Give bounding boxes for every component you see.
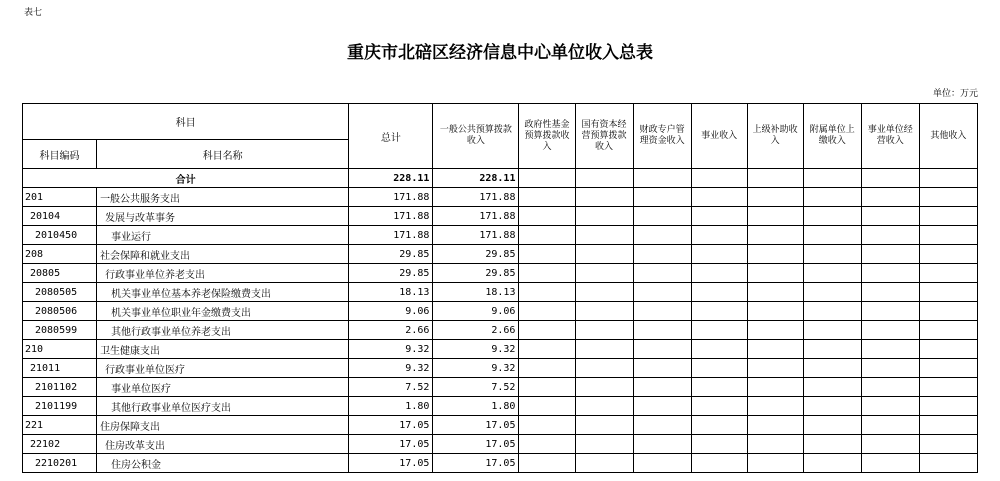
table-row bbox=[23, 321, 978, 340]
table-row bbox=[23, 416, 978, 435]
empty-cell bbox=[575, 454, 633, 473]
header-operation: 事业单位经营收入 bbox=[861, 104, 919, 169]
empty-cell bbox=[519, 264, 575, 283]
row-name: 其他行政事业单位养老支出 bbox=[97, 321, 349, 340]
total-sum: 228.11 bbox=[349, 169, 433, 188]
row-total: 9.32 bbox=[349, 340, 433, 359]
empty-cell bbox=[691, 416, 747, 435]
empty-cell bbox=[919, 188, 977, 207]
empty-cell bbox=[519, 321, 575, 340]
empty-cell bbox=[691, 397, 747, 416]
empty-cell bbox=[575, 207, 633, 226]
empty-cell bbox=[803, 397, 861, 416]
empty-cell bbox=[519, 435, 575, 454]
row-name: 住房公积金 bbox=[97, 454, 349, 473]
row-code: 210 bbox=[23, 340, 97, 359]
empty-cell bbox=[861, 416, 919, 435]
row-general: 171.88 bbox=[433, 188, 519, 207]
empty-cell bbox=[803, 188, 861, 207]
empty-cell bbox=[861, 397, 919, 416]
empty-cell bbox=[919, 359, 977, 378]
empty-cell bbox=[633, 188, 691, 207]
header-general-budget: 一般公共预算拨款收入 bbox=[433, 104, 519, 169]
empty-cell bbox=[861, 321, 919, 340]
row-general: 7.52 bbox=[433, 378, 519, 397]
empty-cell bbox=[519, 416, 575, 435]
header-other: 其他收入 bbox=[919, 104, 977, 169]
row-general: 9.32 bbox=[433, 340, 519, 359]
empty-cell bbox=[747, 397, 803, 416]
empty-cell bbox=[861, 188, 919, 207]
empty-cell bbox=[575, 340, 633, 359]
empty-cell bbox=[747, 264, 803, 283]
empty-cell bbox=[803, 321, 861, 340]
row-general: 18.13 bbox=[433, 283, 519, 302]
header-fiscal-special: 财政专户管理资金收入 bbox=[633, 104, 691, 169]
row-code: 22102 bbox=[23, 435, 97, 454]
row-code: 2010450 bbox=[23, 226, 97, 245]
row-general: 29.85 bbox=[433, 264, 519, 283]
row-total: 29.85 bbox=[349, 264, 433, 283]
empty-cell bbox=[747, 188, 803, 207]
header-subject: 科目 bbox=[23, 104, 349, 140]
table-row bbox=[23, 397, 978, 416]
row-code: 21011 bbox=[23, 359, 97, 378]
row-general: 171.88 bbox=[433, 226, 519, 245]
empty-cell bbox=[861, 359, 919, 378]
empty-cell bbox=[919, 340, 977, 359]
empty-cell bbox=[861, 378, 919, 397]
row-code: 2080599 bbox=[23, 321, 97, 340]
row-name: 卫生健康支出 bbox=[97, 340, 349, 359]
empty-cell bbox=[519, 283, 575, 302]
empty-cell bbox=[803, 207, 861, 226]
total-label: 合计 bbox=[23, 169, 349, 188]
row-total: 29.85 bbox=[349, 245, 433, 264]
empty-cell bbox=[803, 378, 861, 397]
empty-cell bbox=[803, 454, 861, 473]
empty-cell bbox=[633, 207, 691, 226]
table-row bbox=[23, 435, 978, 454]
header-state-capital: 国有资本经营预算拨款收入 bbox=[575, 104, 633, 169]
row-name: 发展与改革事务 bbox=[97, 207, 349, 226]
empty-cell bbox=[691, 245, 747, 264]
row-name: 社会保障和就业支出 bbox=[97, 245, 349, 264]
empty-cell bbox=[519, 245, 575, 264]
row-name: 机关事业单位职业年金缴费支出 bbox=[97, 302, 349, 321]
header-name: 科目名称 bbox=[97, 140, 349, 169]
row-name: 事业运行 bbox=[97, 226, 349, 245]
row-code: 208 bbox=[23, 245, 97, 264]
empty-cell bbox=[919, 226, 977, 245]
row-name: 行政事业单位医疗 bbox=[97, 359, 349, 378]
empty-cell bbox=[747, 302, 803, 321]
table-row bbox=[23, 283, 978, 302]
empty-cell bbox=[919, 435, 977, 454]
row-general: 1.80 bbox=[433, 397, 519, 416]
empty-cell bbox=[747, 416, 803, 435]
row-name: 一般公共服务支出 bbox=[97, 188, 349, 207]
row-code: 221 bbox=[23, 416, 97, 435]
empty-cell bbox=[691, 302, 747, 321]
empty-cell bbox=[691, 264, 747, 283]
row-code: 20805 bbox=[23, 264, 97, 283]
empty-cell bbox=[803, 302, 861, 321]
table-row bbox=[23, 454, 978, 473]
table-row bbox=[23, 264, 978, 283]
empty-cell bbox=[633, 226, 691, 245]
empty-cell bbox=[691, 207, 747, 226]
empty-cell bbox=[919, 397, 977, 416]
empty-cell bbox=[861, 340, 919, 359]
empty-cell bbox=[803, 264, 861, 283]
row-code: 2210201 bbox=[23, 454, 97, 473]
row-general: 9.06 bbox=[433, 302, 519, 321]
empty-cell bbox=[691, 454, 747, 473]
row-name: 住房保障支出 bbox=[97, 416, 349, 435]
empty-cell bbox=[633, 302, 691, 321]
empty-cell bbox=[861, 226, 919, 245]
row-total: 2.66 bbox=[349, 321, 433, 340]
empty-cell bbox=[919, 378, 977, 397]
empty-cell bbox=[919, 321, 977, 340]
row-general: 9.32 bbox=[433, 359, 519, 378]
table-row bbox=[23, 245, 978, 264]
empty-cell bbox=[691, 188, 747, 207]
row-general: 17.05 bbox=[433, 454, 519, 473]
empty-cell bbox=[575, 264, 633, 283]
table-row bbox=[23, 378, 978, 397]
total-general: 228.11 bbox=[433, 169, 519, 188]
empty-cell bbox=[519, 359, 575, 378]
empty-cell bbox=[803, 245, 861, 264]
row-total: 17.05 bbox=[349, 454, 433, 473]
table-row bbox=[23, 359, 978, 378]
empty-cell bbox=[747, 321, 803, 340]
empty-cell bbox=[691, 283, 747, 302]
table-number-label: 表七 bbox=[24, 8, 43, 18]
empty-cell bbox=[575, 188, 633, 207]
empty-cell bbox=[633, 283, 691, 302]
empty-cell bbox=[633, 435, 691, 454]
empty-cell bbox=[519, 302, 575, 321]
empty-cell bbox=[919, 207, 977, 226]
table-row bbox=[23, 226, 978, 245]
unit-label: 单位：万元 bbox=[932, 89, 978, 99]
empty-cell bbox=[575, 416, 633, 435]
row-name: 行政事业单位养老支出 bbox=[97, 264, 349, 283]
empty-cell bbox=[803, 283, 861, 302]
empty-cell bbox=[861, 454, 919, 473]
empty-cell bbox=[633, 359, 691, 378]
empty-cell bbox=[861, 245, 919, 264]
row-general: 17.05 bbox=[433, 416, 519, 435]
empty-cell bbox=[919, 283, 977, 302]
row-general: 171.88 bbox=[433, 207, 519, 226]
empty-cell bbox=[575, 245, 633, 264]
empty-cell bbox=[747, 340, 803, 359]
row-total: 7.52 bbox=[349, 378, 433, 397]
empty-cell bbox=[519, 340, 575, 359]
empty-cell bbox=[747, 245, 803, 264]
empty-cell bbox=[633, 416, 691, 435]
empty-cell bbox=[861, 435, 919, 454]
row-total: 1.80 bbox=[349, 397, 433, 416]
header-code: 科目编码 bbox=[23, 140, 97, 169]
empty-cell bbox=[919, 245, 977, 264]
empty-cell bbox=[691, 340, 747, 359]
empty-cell bbox=[747, 283, 803, 302]
empty-cell bbox=[919, 416, 977, 435]
empty-cell bbox=[803, 226, 861, 245]
table-row bbox=[23, 188, 978, 207]
empty-cell bbox=[519, 207, 575, 226]
empty-cell bbox=[575, 397, 633, 416]
table-row bbox=[23, 302, 978, 321]
empty-cell bbox=[747, 226, 803, 245]
empty-cell bbox=[803, 359, 861, 378]
empty-cell bbox=[575, 321, 633, 340]
empty-cell bbox=[691, 378, 747, 397]
row-general: 29.85 bbox=[433, 245, 519, 264]
row-name: 其他行政事业单位医疗支出 bbox=[97, 397, 349, 416]
header-gov-fund: 政府性基金预算拨款收入 bbox=[519, 104, 575, 169]
empty-cell bbox=[747, 378, 803, 397]
empty-cell bbox=[633, 321, 691, 340]
row-total: 18.13 bbox=[349, 283, 433, 302]
row-code: 201 bbox=[23, 188, 97, 207]
header-affiliated: 附属单位上缴收入 bbox=[803, 104, 861, 169]
empty-cell bbox=[747, 435, 803, 454]
row-code: 2080505 bbox=[23, 283, 97, 302]
table-row bbox=[23, 207, 978, 226]
empty-cell bbox=[803, 340, 861, 359]
row-code: 2101199 bbox=[23, 397, 97, 416]
empty-cell bbox=[575, 302, 633, 321]
header-superior: 上级补助收入 bbox=[747, 104, 803, 169]
empty-cell bbox=[519, 397, 575, 416]
empty-cell bbox=[747, 454, 803, 473]
empty-cell bbox=[861, 302, 919, 321]
empty-cell bbox=[633, 454, 691, 473]
row-total: 171.88 bbox=[349, 226, 433, 245]
header-total: 总计 bbox=[349, 104, 433, 169]
row-code: 20104 bbox=[23, 207, 97, 226]
row-general: 2.66 bbox=[433, 321, 519, 340]
empty-cell bbox=[575, 226, 633, 245]
row-total: 171.88 bbox=[349, 207, 433, 226]
empty-cell bbox=[919, 264, 977, 283]
empty-cell bbox=[575, 359, 633, 378]
empty-cell bbox=[633, 264, 691, 283]
empty-cell bbox=[861, 264, 919, 283]
empty-cell bbox=[519, 378, 575, 397]
row-code: 2080506 bbox=[23, 302, 97, 321]
empty-cell bbox=[803, 435, 861, 454]
empty-cell bbox=[747, 207, 803, 226]
empty-cell bbox=[691, 435, 747, 454]
row-total: 9.32 bbox=[349, 359, 433, 378]
empty-cell bbox=[633, 340, 691, 359]
empty-cell bbox=[803, 416, 861, 435]
empty-cell bbox=[575, 378, 633, 397]
row-name: 住房改革支出 bbox=[97, 435, 349, 454]
row-general: 17.05 bbox=[433, 435, 519, 454]
empty-cell bbox=[575, 435, 633, 454]
row-total: 9.06 bbox=[349, 302, 433, 321]
row-total: 17.05 bbox=[349, 435, 433, 454]
empty-cell bbox=[575, 283, 633, 302]
income-table bbox=[22, 103, 978, 473]
empty-cell bbox=[919, 302, 977, 321]
empty-cell bbox=[691, 226, 747, 245]
empty-cell bbox=[519, 454, 575, 473]
header-business: 事业收入 bbox=[691, 104, 747, 169]
empty-cell bbox=[861, 283, 919, 302]
table-row bbox=[23, 340, 978, 359]
empty-cell bbox=[633, 397, 691, 416]
row-total: 171.88 bbox=[349, 188, 433, 207]
empty-cell bbox=[691, 321, 747, 340]
total-row bbox=[23, 169, 978, 188]
row-code: 2101102 bbox=[23, 378, 97, 397]
empty-cell bbox=[633, 378, 691, 397]
empty-cell bbox=[747, 359, 803, 378]
empty-cell bbox=[861, 207, 919, 226]
row-name: 事业单位医疗 bbox=[97, 378, 349, 397]
empty-cell bbox=[919, 454, 977, 473]
row-total: 17.05 bbox=[349, 416, 433, 435]
empty-cell bbox=[633, 245, 691, 264]
page-title: 重庆市北碚区经济信息中心单位收入总表 bbox=[347, 43, 653, 63]
empty-cell bbox=[519, 226, 575, 245]
row-name: 机关事业单位基本养老保险缴费支出 bbox=[97, 283, 349, 302]
empty-cell bbox=[519, 188, 575, 207]
empty-cell bbox=[691, 359, 747, 378]
